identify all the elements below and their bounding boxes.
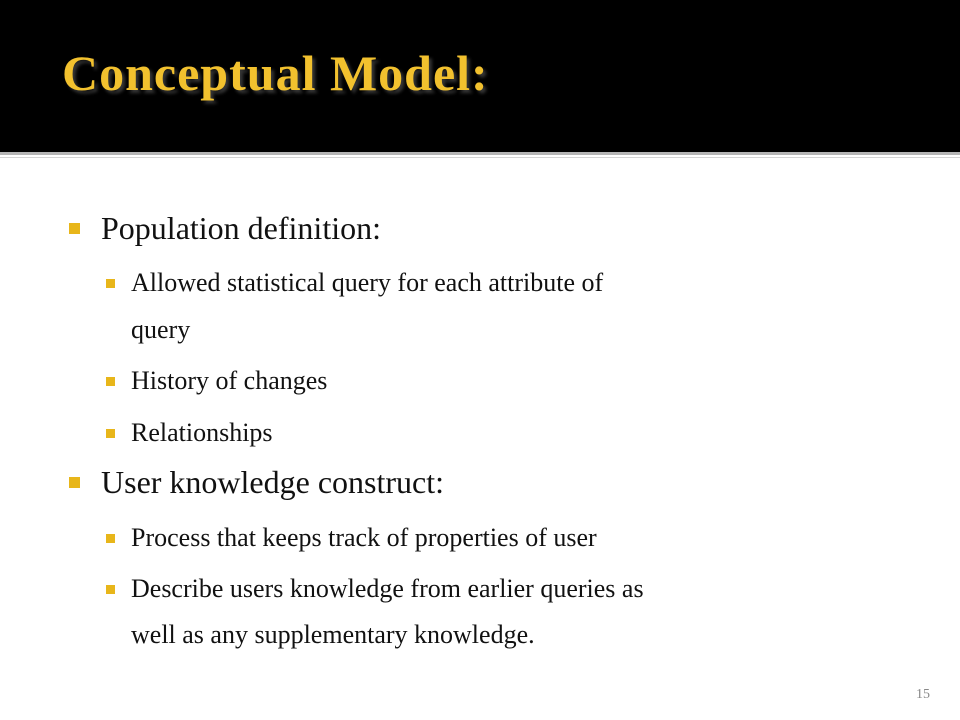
sub-bullet-item: Relationships [131, 418, 273, 447]
slide-title: Conceptual Model: [62, 45, 489, 101]
page-number: 15 [916, 687, 930, 702]
sub-bullet-item: Allowed statistical query for each attribute of [131, 268, 604, 297]
sub-bullet-item-continued: well as any supplementary knowledge. [131, 620, 535, 649]
sub-bullet-item: History of changes [131, 366, 328, 395]
title-bar [0, 0, 960, 152]
sub-bullet-square-icon [106, 429, 115, 438]
bullet-item: Population definition: [101, 210, 381, 246]
title-divider [0, 152, 960, 155]
sub-bullet-square-icon [106, 534, 115, 543]
bullet-square-icon [69, 477, 80, 488]
bullet-item: User knowledge construct: [101, 464, 445, 500]
sub-bullet-square-icon [106, 377, 115, 386]
title-divider-thin [0, 157, 960, 158]
sub-bullet-item-continued: query [131, 315, 191, 344]
sub-bullet-item: Process that keeps track of properties of user [131, 523, 597, 552]
sub-bullet-item: Describe users knowledge from earlier queries as [131, 574, 644, 603]
sub-bullet-square-icon [106, 585, 115, 594]
sub-bullet-square-icon [106, 279, 115, 288]
bullet-square-icon [69, 223, 80, 234]
